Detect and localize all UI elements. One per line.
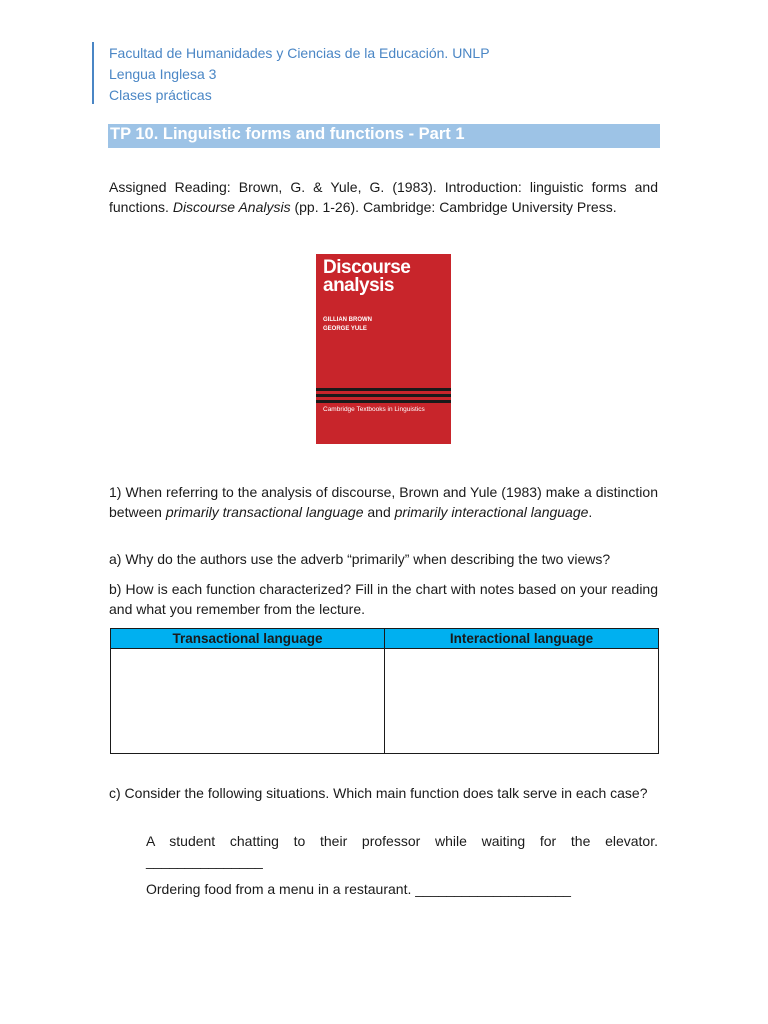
cover-series: Cambridge Textbooks in Linguistics — [323, 406, 425, 413]
situation-2-blank[interactable]: ____________________ — [415, 881, 571, 897]
header-institution: Facultad de Humanidades y Ciencias de la Educación. UNLP — [109, 45, 490, 61]
question-1 — [109, 483, 658, 522]
header-course: Lengua Inglesa 3 — [109, 66, 217, 82]
book-cover-image — [316, 254, 451, 444]
cover-title-line1: Discourse — [323, 257, 411, 278]
situation-1-text: A student chatting to their professor while waiting for the elevator. — [146, 833, 658, 849]
cover-stripe — [316, 400, 451, 403]
cover-authors — [323, 316, 372, 334]
cover-stripe — [316, 394, 451, 397]
situation-2 — [146, 880, 658, 900]
situation-2-text: Ordering food from a menu in a restaurant. — [146, 881, 416, 897]
cell-interactional-notes[interactable] — [385, 649, 659, 754]
cover-title — [323, 259, 410, 295]
question-b: b) How is each function characterized? Fill in the chart with notes based on your reading and what you remember from the lecture. — [109, 581, 658, 617]
cover-author1: GILLIAN BROWN — [323, 317, 372, 323]
question-1-text: and — [363, 503, 395, 520]
cover-stripe — [316, 388, 451, 391]
reading-prefix: Assigned Reading: Brown, G. & Yule, G. (1983). Introduction: linguistic forms and functions. — [109, 179, 658, 215]
cover-title-line2: analysis — [323, 275, 394, 296]
cell-transactional-notes[interactable] — [111, 649, 385, 754]
question-1-term-interactional: primarily interactional language — [394, 503, 589, 520]
header-transactional: Transactional language — [111, 629, 385, 649]
header-section: Clases prácticas — [109, 87, 212, 103]
document-header — [109, 43, 490, 106]
question-1-term-transactional: primarily transactional language — [165, 503, 364, 520]
header-accent-bar — [92, 42, 94, 104]
question-1-text: 1) When referring to the analysis of discourse, Brown and Yule (1983) make a distinction between — [109, 484, 658, 520]
cover-author2: GEORGE YULE — [323, 326, 367, 332]
assigned-reading — [109, 178, 658, 217]
header-interactional: Interactional language — [385, 629, 659, 649]
function-chart-table — [110, 628, 659, 754]
question-1-text: . — [588, 503, 593, 520]
page-title: TP 10. Linguistic forms and functions - Part 1 — [110, 125, 465, 143]
situation-1-blank[interactable]: _______________ — [146, 853, 263, 869]
question-c: c) Consider the following situations. Which main function does talk serve in each case? — [109, 785, 648, 801]
reading-book-title: Discourse Analysis — [172, 198, 291, 215]
reading-suffix: (pp. 1-26). Cambridge: Cambridge University Press. — [290, 198, 617, 215]
page-title-box — [108, 124, 660, 148]
question-a: a) Why do the authors use the adverb “primarily” when describing the two views? — [109, 551, 611, 567]
